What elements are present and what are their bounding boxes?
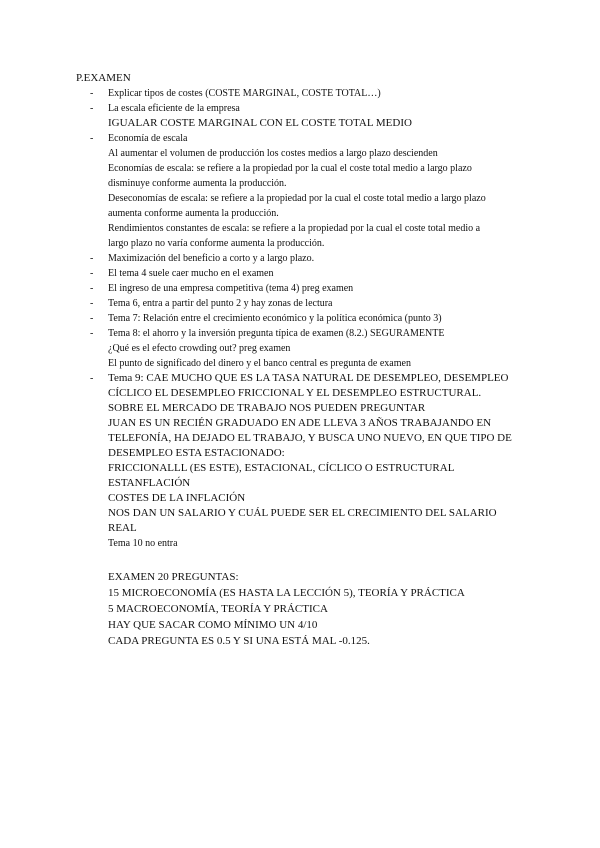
list-item xyxy=(90,296,510,311)
list-item-line: FRICCIONALLL (ES ESTE), ESTACIONAL, CÍCLICO O ESTRUCTURAL xyxy=(108,462,455,474)
list-item xyxy=(90,101,510,131)
list-item xyxy=(90,251,510,266)
list-item-line: Tema 8: el ahorro y la inversión pregunta típica de examen (8.2.) SEGURAMENTE xyxy=(108,328,445,339)
exam-line: 5 MACROECONOMÍA, TEORÍA Y PRÁCTICA xyxy=(108,603,328,615)
list-item-line: aumenta conforme aumenta la producción. xyxy=(108,208,279,219)
list-item-line: disminuye conforme aumenta la producción. xyxy=(108,178,287,189)
list-item-line: COSTES DE LA INFLACIÓN xyxy=(108,492,246,504)
bullet-dash: - xyxy=(90,103,94,114)
list-item xyxy=(90,266,510,281)
bullet-dash: - xyxy=(90,283,94,294)
bullet-dash: - xyxy=(90,88,94,99)
list-item-line: IGUALAR COSTE MARGINAL CON EL COSTE TOTAL MEDIO xyxy=(108,117,412,129)
list-item-line: largo plazo no varía conforme aumenta la producción. xyxy=(108,238,325,249)
bullet-dash: - xyxy=(90,253,94,264)
list-item-line: El punto de significado del dinero y el banco central es pregunta de examen xyxy=(108,358,411,369)
exam-line: 15 MICROECONOMÍA (ES HASTA LA LECCIÓN 5), TEORÍA Y PRÁCTICA xyxy=(108,587,465,599)
list-item-line: Economía de escala xyxy=(108,133,188,144)
exam-line: CADA PREGUNTA ES 0.5 Y SI UNA ESTÁ MAL -0.125. xyxy=(108,635,370,647)
list-item-line: La escala eficiente de la empresa xyxy=(108,103,240,114)
list-item-line: El tema 4 suele caer mucho en el examen xyxy=(108,268,274,279)
notes-list xyxy=(90,86,510,551)
list-item xyxy=(90,371,510,551)
list-item xyxy=(90,131,510,251)
list-item-line: JUAN ES UN RECIÉN GRADUADO EN ADE LLEVA 3 AÑOS TRABAJANDO EN xyxy=(108,417,492,429)
list-item-line: Deseconomías de escala: se refiere a la propiedad por la cual el coste total medio a largo plazo xyxy=(108,193,486,204)
bullet-dash: - xyxy=(90,313,94,324)
bullet-dash: - xyxy=(90,298,94,309)
exam-summary xyxy=(108,569,465,649)
list-item-line: SOBRE EL MERCADO DE TRABAJO NOS PUEDEN PREGUNTAR xyxy=(108,402,426,414)
list-item-line: TELEFONÍA, HA DEJADO EL TRABAJO, Y BUSCA UNO NUEVO, EN QUE TIPO DE xyxy=(108,432,512,444)
list-item xyxy=(90,311,510,326)
exam-heading: EXAMEN 20 PREGUNTAS: xyxy=(108,571,239,583)
exam-line: HAY QUE SACAR COMO MÍNIMO UN 4/10 xyxy=(108,619,318,631)
list-item-line: Economías de escala: se refiere a la propiedad por la cual el coste total medio a largo plazo xyxy=(108,163,472,174)
bullet-dash: - xyxy=(90,133,94,144)
document-title: P.EXAMEN xyxy=(76,72,131,84)
list-item xyxy=(90,281,510,296)
list-item-line: Explicar tipos de costes (COSTE MARGINAL, COSTE TOTAL…) xyxy=(108,88,381,99)
list-item xyxy=(90,326,510,371)
list-item-line: El ingreso de una empresa competitiva (tema 4) preg examen xyxy=(108,283,354,294)
list-item-line: Rendimientos constantes de escala: se refiere a la propiedad por la cual el coste total medio a xyxy=(108,223,481,234)
list-item xyxy=(90,86,510,101)
list-item-line: Maximización del beneficio a corto y a largo plazo. xyxy=(108,253,315,264)
list-item-line: ESTANFLACIÓN xyxy=(108,477,191,489)
bullet-dash: - xyxy=(90,268,94,279)
list-item-line: NOS DAN UN SALARIO Y CUÁL PUEDE SER EL CRECIMIENTO DEL SALARIO xyxy=(108,507,497,519)
bullet-dash: - xyxy=(90,373,94,384)
list-item-line: CÍCLICO EL DESEMPLEO FRICCIONAL Y EL DESEMPLEO ESTRUCTURAL. xyxy=(108,387,482,399)
bullet-dash: - xyxy=(90,328,94,339)
list-item-line: Tema 6, entra a partir del punto 2 y hay zonas de lectura xyxy=(108,298,333,309)
list-item-line: ¿Qué es el efecto crowding out? preg examen xyxy=(108,343,291,354)
list-item-line: DESEMPLEO ESTA ESTACIONADO: xyxy=(108,447,285,459)
list-item-line: Al aumentar el volumen de producción los costes medios a largo plazo descienden xyxy=(108,148,438,159)
list-item-line: REAL xyxy=(108,522,137,534)
list-item-line: Tema 7: Relación entre el crecimiento económico y la política económica (punto 3) xyxy=(108,313,442,324)
list-item-line: Tema 10 no entra xyxy=(108,538,178,549)
list-item-line: Tema 9: CAE MUCHO QUE ES LA TASA NATURAL DE DESEMPLEO, DESEMPLEO xyxy=(108,372,509,384)
